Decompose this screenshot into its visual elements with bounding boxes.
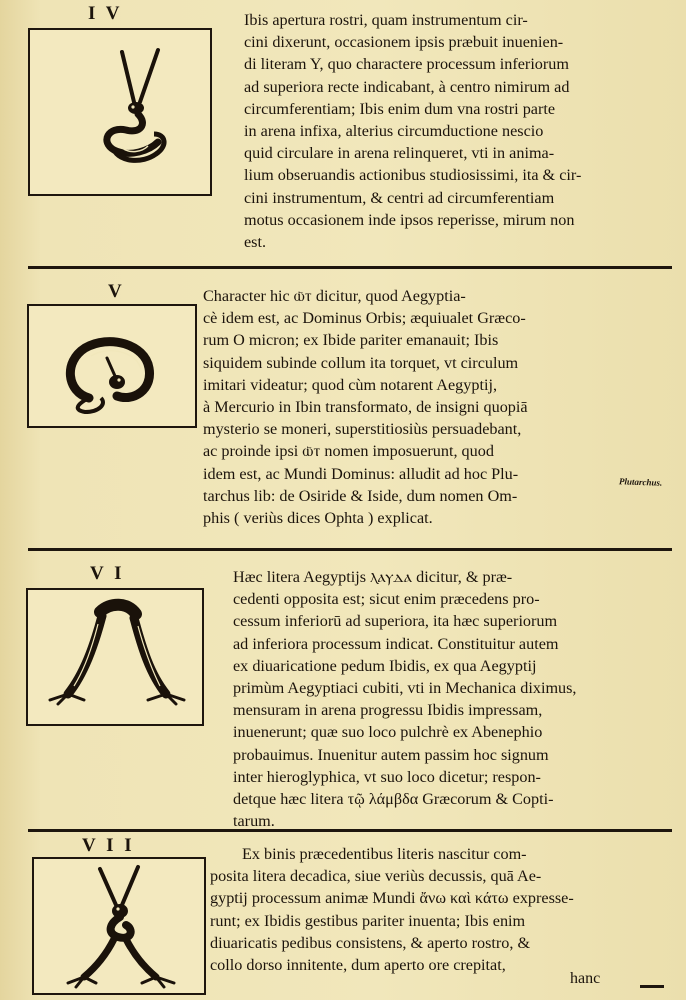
text-line: tarchus lib: de Osiride & Iside, dum nomen Om-	[203, 486, 518, 505]
text-line: imitari videatur; quod cùm notarent Aegyptij,	[203, 375, 498, 394]
text-line: rum O micron; ex Ibide pariter emanauit; Ibis	[203, 331, 499, 350]
text-line: ac proinde ipsi ⲱ⳰ⲧ nomen imposuerunt, quod	[203, 442, 494, 461]
section-numeral: I V	[88, 3, 123, 24]
text-line: primùm Aegyptiaci cubiti, vti in Mechanica diximus,	[233, 679, 577, 698]
text-line: posita litera decadica, siue veriùs decussis, quā Ae-	[210, 867, 542, 886]
text-line: cini instrumentum, & centri ad circumferentiam	[244, 188, 555, 207]
text-line: ex diuaricatione pedum Ibidis, ex qua Aegyptij	[233, 656, 537, 675]
catchword: hanc	[570, 970, 601, 987]
text-line: gyptij processum animæ Mundi ἄνω καὶ κάτω expresse-	[210, 889, 574, 908]
section-rule	[28, 266, 672, 269]
text-line: cini dixerunt, occasionem ipsis præbuit inuenien-	[244, 33, 564, 52]
ibis-lambda-figure	[26, 588, 204, 726]
text-line: cedenti opposita est; sicut enim præcedens pro-	[233, 590, 540, 609]
text-line: à Mercurio in Ibin transformato, de insigni quopiā	[203, 398, 528, 417]
text-line: mensuram in arena progressu Ibidis impressam,	[233, 701, 543, 720]
text-line: runt; ex Ibidis gestibus pariter inuenta; Ibis enim	[210, 911, 526, 930]
text-line: probauimus. Inuenitur autem passim hoc signum	[233, 745, 549, 764]
text-line: motus occasionem inde ipsos reperisse, mirum non	[244, 210, 575, 229]
text-line: ad inferiora processum indicat. Constituitur autem	[233, 634, 559, 653]
section-rule	[28, 548, 672, 551]
text-line: tarum.	[233, 812, 275, 831]
text-line: idem est, ac Mundi Dominus: alludit ad hoc Plu-	[203, 464, 519, 483]
text-line: inter hieroglyphica, vt suo loco dicetur; respon-	[233, 767, 541, 786]
text-line: Ex binis præcedentibus literis nascitur com-	[242, 845, 527, 863]
section-numeral: V I	[90, 563, 125, 584]
text-line: Hæc litera Aegyptijs ⲗⲁⲩⲇⲁ dicitur, & præ-	[233, 568, 513, 586]
text-line: inuenerunt; quæ suo loco pulchrè ex Abenephio	[233, 723, 543, 742]
section-numeral: V	[108, 281, 125, 302]
marginal-note: Plutarchus.	[618, 476, 663, 488]
text-line: in arena infixa, alterius circumductione nescio	[244, 122, 544, 141]
text-line: mysterio se moneri, superstitiosiùs persuadebant,	[203, 420, 522, 439]
text-line: siquidem subinde collum ita torquet, vt circulum	[203, 353, 519, 372]
section-vi-text	[233, 566, 617, 832]
text-line: ad superiora recte indicabant, à centro nimirum ad	[244, 77, 570, 96]
text-line: collo dorso innitente, dum aperto ore crepitat,	[210, 956, 506, 975]
section-iv-text	[244, 9, 616, 253]
section-numeral: V I I	[82, 835, 135, 856]
text-line: detque hæc litera τῷ λάμβδα Græcorum & Copti-	[233, 790, 554, 809]
text-line: lium obseruandis actionibus studiosissimi, ita & cir-	[244, 166, 582, 185]
ibis-o-figure	[27, 304, 197, 428]
section-vii-text	[210, 843, 612, 976]
text-line: cessum inferiorū ad superiora, ita hæc superiorum	[233, 612, 558, 631]
section-v-text	[203, 285, 617, 529]
text-line: di literam Y, quo charactere processum inferiorum	[244, 55, 569, 74]
text-line: circumferentiam; Ibis enim dum vna rostri parte	[244, 99, 556, 118]
bottom-mark	[640, 985, 664, 988]
ibis-y-figure	[28, 28, 212, 196]
text-line: quid circulare in arena relinqueret, vti in anima-	[244, 144, 555, 163]
ibis-x-figure	[32, 857, 206, 995]
text-line: diuaricatis pedibus consistens, & aperto rostro, &	[210, 933, 531, 952]
text-line: cè idem est, ac Dominus Orbis; æquiualet Græco-	[203, 309, 526, 328]
text-line: phis ( veriùs dices Ophta ) explicat.	[203, 509, 433, 528]
text-line: Ibis apertura rostri, quam instrumentum cir-	[244, 11, 528, 29]
text-line: est.	[244, 233, 267, 252]
text-line: Character hic ⲱ⳰ⲧ dicitur, quod Aegyptia-	[203, 287, 466, 305]
